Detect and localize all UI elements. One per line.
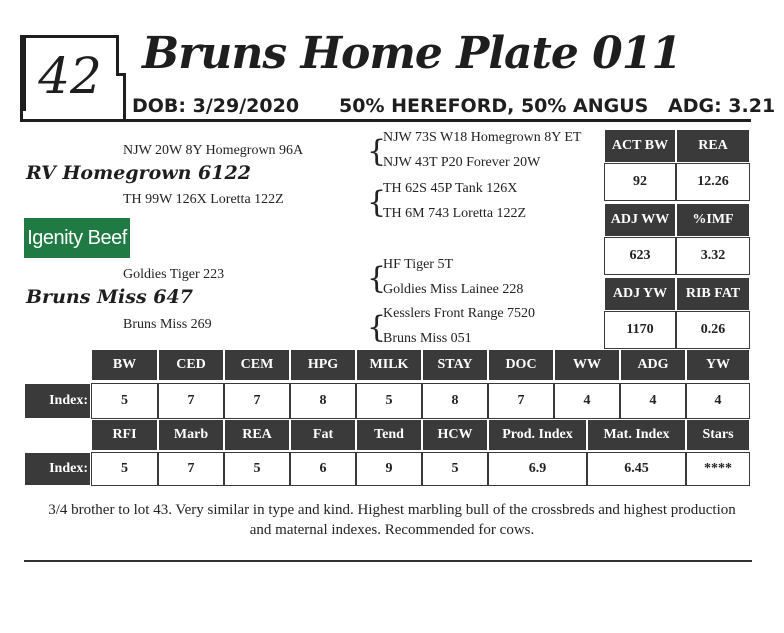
lot-box-right-edge [116, 35, 119, 75]
bottom-rule [24, 560, 752, 562]
epd-header: RFI [91, 419, 158, 451]
measure-label: RIB FAT [676, 277, 750, 311]
epd-header: YW [686, 349, 750, 381]
index-label: Index: [24, 452, 91, 486]
epd-header: DOC [488, 349, 554, 381]
epd-value: 5 [356, 383, 422, 419]
epd-value: 4 [554, 383, 620, 419]
epd-header: Fat [290, 419, 356, 451]
sire: RV Homegrown 6122 [26, 162, 251, 184]
brace-icon: { [367, 185, 387, 220]
epd-value: 5 [91, 452, 158, 486]
sire-dam-sire: TH 62S 45P Tank 126X [383, 181, 518, 196]
epd-header: HCW [422, 419, 488, 451]
measure-value: 0.26 [676, 311, 750, 349]
header-divider [123, 75, 126, 121]
measure-label: %IMF [676, 203, 750, 237]
epd-header: HPG [290, 349, 356, 381]
measure-label: ACT BW [604, 129, 676, 163]
dam: Bruns Miss 647 [26, 286, 193, 308]
dob: DOB: 3/29/2020 [132, 95, 300, 117]
epd-value: 4 [686, 383, 750, 419]
epd-value: 7 [488, 383, 554, 419]
epd-header: STAY [422, 349, 488, 381]
epd-value: 8 [290, 383, 356, 419]
epd-header: Prod. Index [488, 419, 587, 451]
sire-sire: NJW 20W 8Y Homegrown 96A [123, 143, 304, 158]
igenity-beef-logo: Igenity Beef [24, 218, 130, 258]
epd-header: Tend [356, 419, 422, 451]
epd-value: 5 [422, 452, 488, 486]
lot-box-left-edge [20, 35, 23, 120]
sire-sire-sire: NJW 73S W18 Homegrown 8Y ET [383, 130, 582, 145]
lot-comment: 3/4 brother to lot 43. Very similar in type and kind. Highest marbling bull of the crossbreds and highest production and maternal indexes. Recommended for cows. [48, 502, 736, 538]
sire-dam-dam: TH 6M 743 Loretta 122Z [383, 206, 527, 221]
brace-icon: { [367, 261, 387, 296]
epd-value: 4 [620, 383, 686, 419]
epd-value: 7 [158, 383, 224, 419]
epd-value: 9 [356, 452, 422, 486]
measure-value: 3.32 [676, 237, 750, 275]
epd-value: **** [686, 452, 750, 486]
epd-value: 5 [224, 452, 290, 486]
epd-header: CED [158, 349, 224, 381]
epd-header: Mat. Index [587, 419, 686, 451]
epd-value: 6 [290, 452, 356, 486]
measure-label: ADJ WW [604, 203, 676, 237]
header-adg: ADG: 3.21 [668, 95, 776, 117]
brace-icon: { [367, 134, 387, 169]
sire-dam: TH 99W 126X Loretta 122Z [123, 192, 284, 207]
measure-value: 623 [604, 237, 676, 275]
index-label: Index: [24, 383, 91, 419]
epd-header: REA [224, 419, 290, 451]
epd-header: Stars [686, 419, 750, 451]
measure-label: ADJ YW [604, 277, 676, 311]
measure-label: REA [676, 129, 750, 163]
epd-header: BW [91, 349, 158, 381]
epd-value: 7 [224, 383, 290, 419]
measure-value: 1170 [604, 311, 676, 349]
sire-sire-dam: NJW 43T P20 Forever 20W [383, 155, 541, 170]
measure-value: 12.26 [676, 163, 750, 201]
epd-value: 5 [91, 383, 158, 419]
dam-sire: Goldies Tiger 223 [123, 267, 225, 282]
epd-header: CEM [224, 349, 290, 381]
epd-header: WW [554, 349, 620, 381]
epd-header: Marb [158, 419, 224, 451]
epd-value: 6.9 [488, 452, 587, 486]
epd-value: 8 [422, 383, 488, 419]
animal-name: Bruns Home Plate 011 [142, 28, 682, 79]
breed: 50% HEREFORD, 50% ANGUS [339, 95, 649, 117]
dam-sire-sire: HF Tiger 5T [383, 257, 454, 272]
epd-header: ADG [620, 349, 686, 381]
epd-value: 7 [158, 452, 224, 486]
measure-value: 92 [604, 163, 676, 201]
brace-icon: { [367, 310, 387, 345]
dam-sire-dam: Goldies Miss Lainee 228 [383, 282, 524, 297]
dam-dam-sire: Kesslers Front Range 7520 [383, 306, 536, 321]
epd-value: 6.45 [587, 452, 686, 486]
lot-number: 42 [38, 47, 102, 105]
dam-dam: Bruns Miss 269 [123, 317, 212, 332]
epd-header: MILK [356, 349, 422, 381]
dam-dam-dam: Bruns Miss 051 [383, 331, 472, 346]
header-rule [20, 119, 751, 122]
